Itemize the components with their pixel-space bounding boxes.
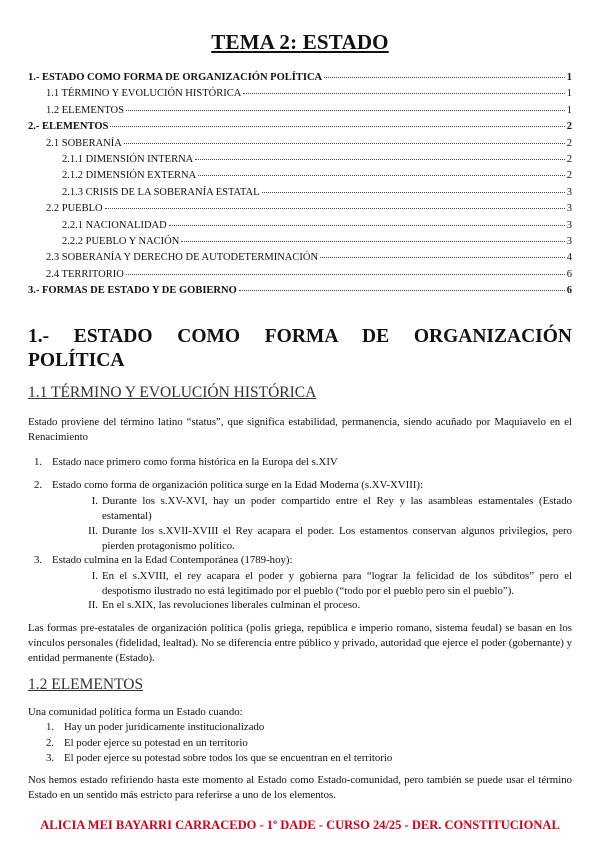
roman-number: II. (88, 525, 98, 537)
list-item (34, 553, 292, 568)
list-item (46, 751, 392, 766)
list-number: 2. (34, 479, 43, 491)
list-number: 1. (34, 456, 43, 468)
sub-list-text: En el s.XVIII, el rey acapara el poder y gobierna para “lograr la felicidad de los súbditos” pero el despotismo ilustrado no está legitimado por el pueblo (“todo por el pueblo pero sin el pueblo”). (102, 570, 572, 597)
toc-entry-page: 2 (566, 153, 572, 165)
section-1-heading (28, 325, 572, 373)
list-text: Estado nace primero como forma histórica en la Europa del s.XIV (52, 456, 338, 468)
section-1-heading-line2: POLÍTICA (28, 350, 125, 371)
list-text: El poder ejerce su potestad sobre todos los que se encuentran en el territorio (64, 752, 393, 764)
toc-leader (105, 200, 565, 209)
toc-leader (198, 167, 565, 176)
toc-entry-text: 2.2.1 NACIONALIDAD (62, 219, 167, 231)
toc-entry-text: 2.1.3 CRISIS DE LA SOBERANÍA ESTATAL (62, 186, 260, 198)
toc-entry-text: 2.4 TERRITORIO (46, 268, 124, 280)
list-text: Estado culmina en la Edad Contemporánea (1789-hoy): (52, 554, 293, 566)
toc-leader (169, 217, 565, 226)
toc-entry-page: 6 (566, 285, 572, 297)
subsection-1-1-heading: 1.1 TÉRMINO Y EVOLUCIÓN HISTÓRICA (28, 384, 317, 401)
list-number: 2. (46, 737, 55, 749)
page-footer: ALICIA MEI BAYARRI CARRACEDO - 1º DADE - CURSO 24/25 - DER. CONSTITUCIONAL (40, 818, 560, 832)
table-of-contents (28, 71, 572, 300)
toc-entry-page: 4 (566, 252, 572, 264)
sub-list-text: En el s.XIX, las revoluciones liberales culminan el proceso. (102, 599, 361, 611)
list-number: 3. (46, 752, 55, 764)
toc-leader (195, 151, 565, 160)
toc-entry-page: 1 (566, 88, 572, 100)
toc-entry-text: 3.- FORMAS DE ESTADO Y DE GOBIERNO (28, 285, 237, 297)
toc-leader (239, 282, 565, 291)
toc-entry-text: 2.1.2 DIMENSIÓN EXTERNA (62, 170, 197, 182)
toc-leader (243, 85, 564, 94)
paragraph: Las formas pre-estatales de organización política (polis griega, república e imperio romano, sistema feudal) se basan en los vínculos personales (fidelidad, lealtad). No se diferencia entre público y privado, autoridad que ejerce el poder (gobernante) y entidad permanente (Estado). (28, 622, 572, 664)
toc-entry-page: 3 (566, 235, 572, 247)
intro-paragraph: Estado proviene del término latino “status”, que significa estabilidad, permanencia, siendo acuñado por Maquiavelo en el Renacimiento (28, 416, 572, 443)
list-text: Hay un poder jurídicamente institucionalizado (64, 721, 265, 733)
list-text: Estado como forma de organización política surge en la Edad Moderna (s.XV-XVIII): (52, 479, 423, 491)
toc-leader (181, 233, 564, 242)
list-item (34, 478, 423, 493)
sub-list-item (91, 494, 572, 523)
toc-leader (110, 118, 564, 127)
toc-entry-page: 1 (566, 72, 572, 83)
section-1-heading-line1: 1.- ESTADO COMO FORMA DE ORGANIZACIÓN (28, 326, 572, 347)
toc-leader (324, 69, 565, 78)
roman-number: I. (91, 495, 98, 507)
toc-entry-page: 3 (566, 203, 572, 215)
toc-entry-text: 1.2 ELEMENTOS (46, 104, 124, 116)
toc-entry-text: 2.1.1 DIMENSIÓN INTERNA (62, 153, 194, 165)
toc-entry-text: 2.2 PUEBLO (46, 203, 103, 215)
sub-list-text: Durante los s.XVII-XVIII el Rey acapara el poder. Los estamentos conservan algunos privilegios, pero pierden protagonismo político. (102, 525, 572, 552)
toc-entry-page: 2 (566, 137, 572, 149)
sub-list-item (88, 598, 572, 613)
list-number: 3. (34, 554, 43, 566)
sub-list-text: Durante los s.XV-XVI, hay un poder compartido entre el Rey y las asambleas estamentales (Estado estamental) (102, 495, 572, 522)
toc-entry-text: 2.3 SOBERANÍA Y DERECHO DE AUTODETERMINACIÓN (46, 252, 319, 264)
sub-list-item (88, 524, 572, 553)
list-item (46, 720, 264, 735)
paragraph: Nos hemos estado refiriendo hasta este momento al Estado como Estado-comunidad, pero también se puede usar el término Estado en un sentido más estricto para referirse a uno de los elementos. (28, 774, 572, 801)
paragraph: Una comunidad política forma un Estado cuando: (28, 706, 243, 718)
toc-entry-text: 2.1 SOBERANÍA (46, 137, 122, 149)
toc-entry-page: 3 (566, 186, 572, 198)
list-item (46, 736, 248, 751)
list-number: 1. (46, 721, 55, 733)
toc-entry-text: 2.2.2 PUEBLO Y NACIÓN (62, 235, 180, 247)
subsection-1-2-heading: 1.2 ELEMENTOS (28, 676, 144, 693)
toc-leader (126, 266, 565, 275)
toc-leader (126, 102, 565, 111)
toc-entry-page: 1 (566, 104, 572, 116)
toc-leader (320, 249, 565, 258)
toc-leader (124, 135, 565, 144)
list-text: El poder ejerce su potestad en un territorio (64, 737, 248, 749)
toc-entry-page: 6 (566, 268, 572, 280)
toc-entry-page: 2 (566, 170, 572, 182)
document-title: TEMA 2: ESTADO (211, 30, 389, 54)
roman-number: I. (91, 570, 98, 582)
toc-entry-text: 2.- ELEMENTOS (28, 121, 109, 133)
toc-entry[interactable] (28, 284, 572, 300)
toc-entry-text: 1.1 TÉRMINO Y EVOLUCIÓN HISTÓRICA (46, 88, 242, 100)
toc-entry-text: 1.- ESTADO COMO FORMA DE ORGANIZACIÓN POLÍTICA (28, 72, 323, 83)
toc-leader (262, 184, 565, 193)
sub-list-item (91, 569, 572, 598)
toc-entry-page: 2 (566, 121, 572, 133)
toc-entry-page: 3 (566, 219, 572, 231)
list-item (34, 455, 338, 470)
roman-number: II. (88, 599, 98, 611)
